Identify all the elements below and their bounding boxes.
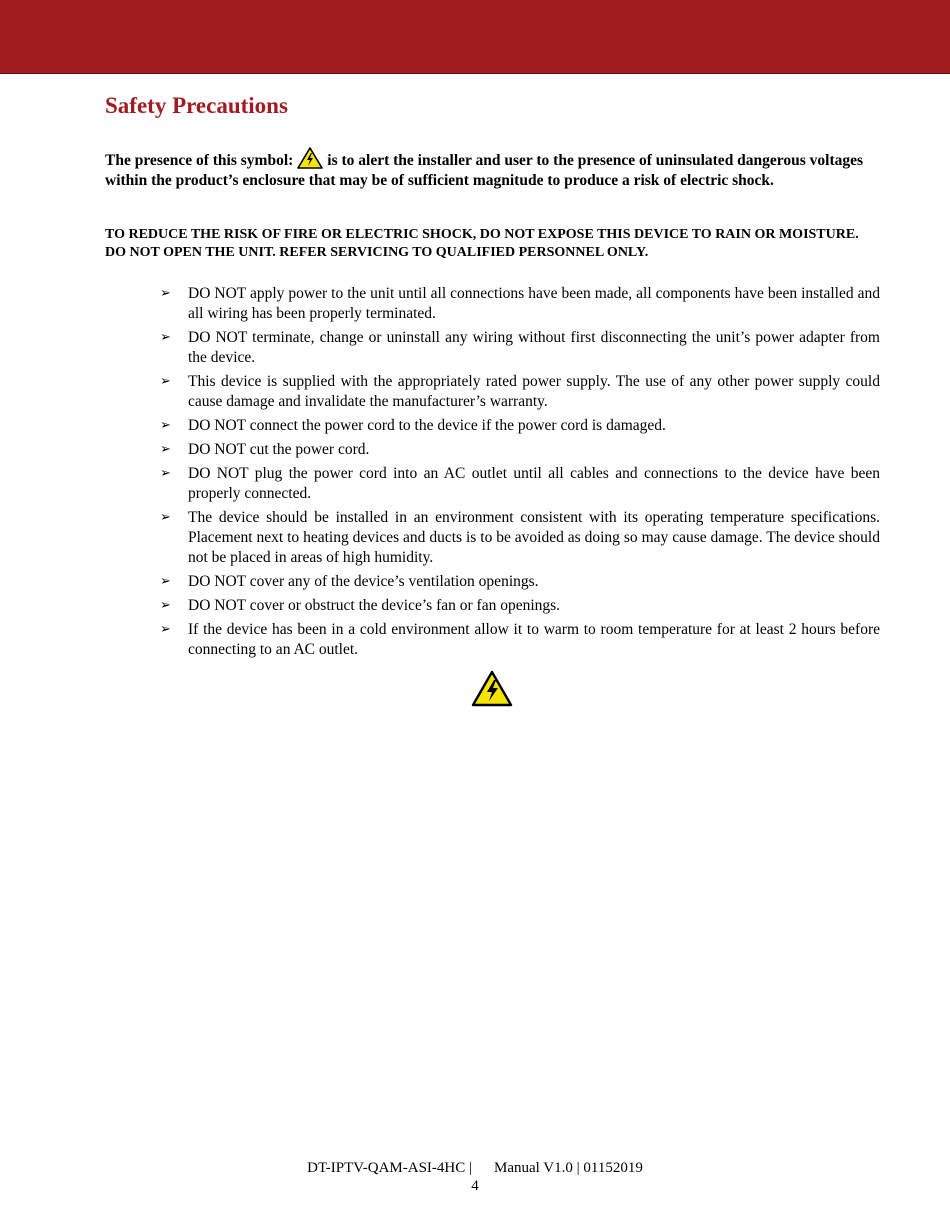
arrow-bullet-icon: ➢ <box>160 442 171 457</box>
arrow-bullet-icon: ➢ <box>160 574 171 589</box>
intro-before-icon: The presence of this symbol: <box>105 152 294 169</box>
list-item: ➢ This device is supplied with the appropriately rated power supply. The use of any other power supply could cause damage and invalidate the manufacturer’s warranty. <box>160 373 880 410</box>
arrow-bullet-icon: ➢ <box>160 598 171 613</box>
list-item: ➢ DO NOT cover any of the device’s ventilation openings. <box>160 573 539 590</box>
warning-statement: TO REDUCE THE RISK OF FIRE OR ELECTRIC SHOCK, DO NOT EXPOSE THIS DEVICE TO RAIN OR MOISTURE. DO NOT OPEN THE UNIT. REFER SERVICING TO QUALIFIED PERSONNEL ONLY. <box>105 227 859 260</box>
intro-paragraph <box>105 147 880 191</box>
list-item: ➢ The device should be installed in an environment consistent with its operating temperature specifications. Placement next to heating devices and ducts is to be avoided as doing so may cause damage. The device should not be placed in areas of high humidity. <box>160 509 880 566</box>
precautions-list <box>160 284 880 664</box>
list-item: ➢ If the device has been in a cold environment allow it to warm to room temperature for at least 2 hours before connecting to an AC outlet. <box>160 621 880 658</box>
arrow-bullet-icon: ➢ <box>160 374 171 389</box>
intro-after-icon: is to alert the installer and user to the presence of uninsulated dangerous voltages within the product’s enclosure that may be of sufficient magnitude to produce a risk of electric shock. <box>105 152 864 189</box>
arrow-bullet-icon: ➢ <box>160 466 171 481</box>
arrow-bullet-icon: ➢ <box>160 330 171 345</box>
list-item: ➢ DO NOT terminate, change or uninstall any wiring without first disconnecting the unit’s power adapter from the device. <box>160 329 880 366</box>
arrow-bullet-icon: ➢ <box>160 622 171 637</box>
arrow-bullet-icon: ➢ <box>160 418 171 433</box>
list-item: ➢ DO NOT plug the power cord into an AC outlet until all cables and connections to the device have been properly connected. <box>160 465 880 502</box>
arrow-bullet-icon: ➢ <box>160 510 171 525</box>
high-voltage-warning-icon <box>297 147 323 169</box>
footer-document-info <box>0 1159 950 1177</box>
arrow-bullet-icon: ➢ <box>160 286 171 301</box>
list-item: ➢ DO NOT cut the power cord. <box>160 441 370 458</box>
page-number: 4 <box>471 1178 479 1194</box>
page-title: Safety Precautions <box>105 93 288 118</box>
header-bar <box>0 0 950 74</box>
footer-manual-version: Manual V1.0 | 01152019 <box>494 1160 643 1176</box>
list-item: ➢ DO NOT apply power to the unit until all connections have been made, all components have been installed and all wiring has been properly terminated. <box>160 285 880 322</box>
high-voltage-warning-icon <box>471 670 513 707</box>
list-item: ➢ DO NOT connect the power cord to the device if the power cord is damaged. <box>160 417 666 434</box>
list-item: ➢ DO NOT cover or obstruct the device’s fan or fan openings. <box>160 597 561 614</box>
footer-model: DT-IPTV-QAM-ASI-4HC | <box>307 1160 472 1176</box>
